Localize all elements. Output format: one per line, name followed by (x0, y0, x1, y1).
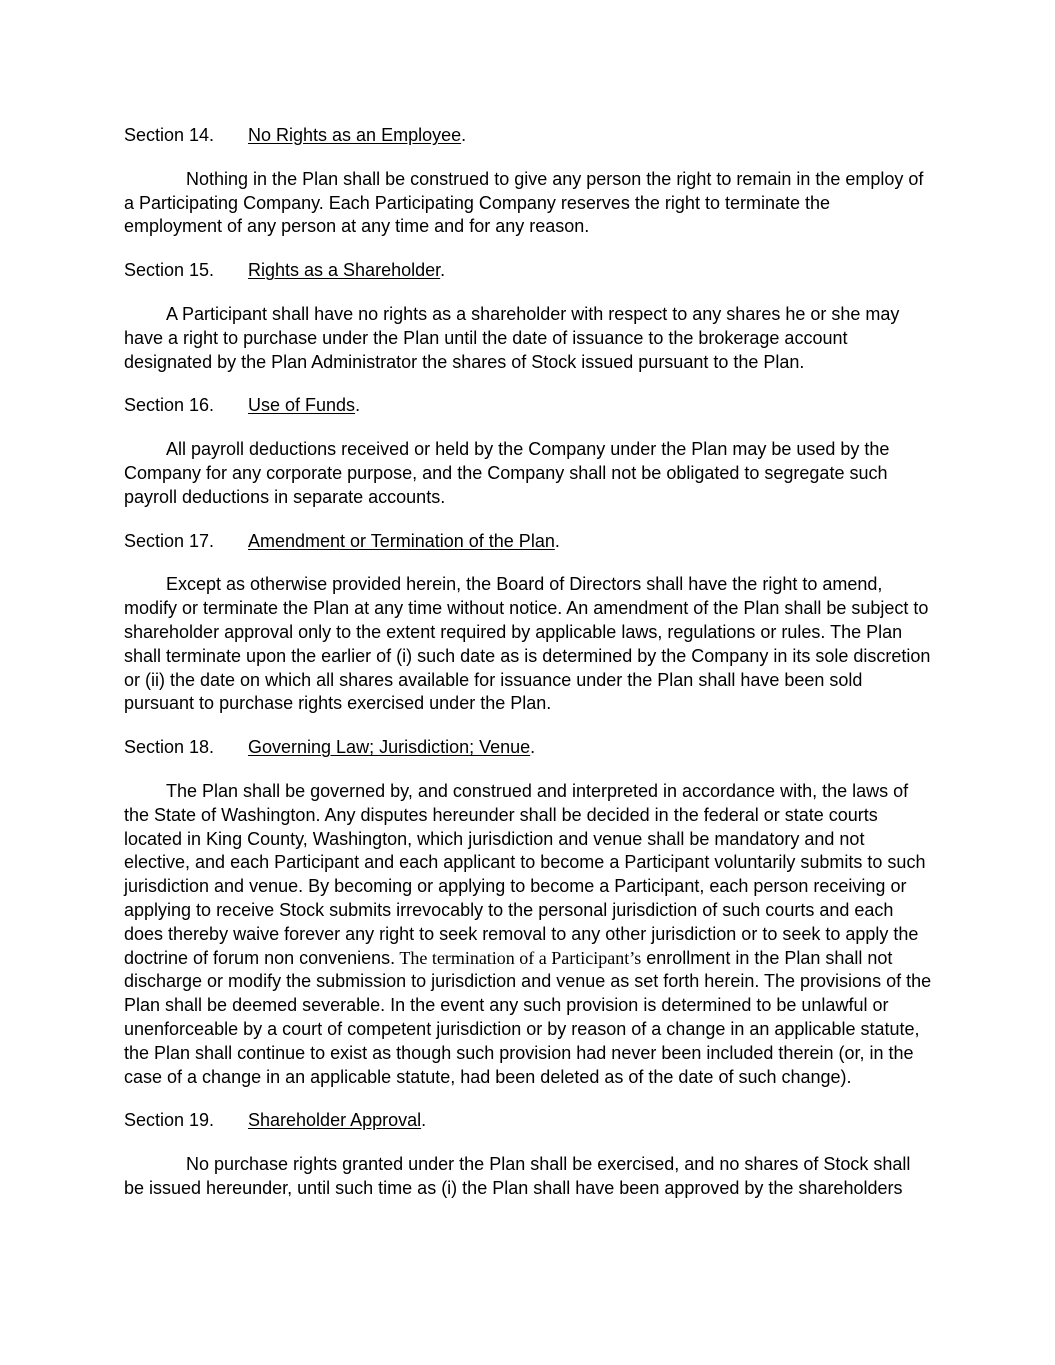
section-16-paragraph: All payroll deductions received or held by the Company under the Plan may be used by the Company for any corporate purpose, and the Company shall not be obligated to segregate such payroll deductions in separate accounts. (124, 439, 890, 507)
section-title: Shareholder Approval (248, 1110, 422, 1131)
section-19-heading (124, 1109, 932, 1133)
section-number: Section 16. (124, 395, 215, 416)
section-19-paragraph: No purchase rights granted under the Plan shall be exercised, and no shares of Stock shall be issued hereunder, until such time as (i) the Plan shall have been approved by the shareholders (124, 1154, 911, 1198)
section-number: Section 18. (124, 737, 215, 758)
section-title: Use of Funds (248, 395, 356, 416)
section-title: Rights as a Shareholder (248, 260, 441, 281)
section-17-heading (124, 530, 932, 554)
section-title-punct: . (554, 530, 560, 551)
section-title: No Rights as an Employee (248, 125, 462, 145)
section-15-heading (124, 259, 932, 283)
document-page (124, 124, 932, 1221)
section-title: Governing Law; Jurisdiction; Venue (248, 737, 531, 758)
paragraph-text-serif: The termination of a Participant’s (395, 947, 642, 968)
section-number: Section 15. (124, 260, 215, 281)
section-14-paragraph: Nothing in the Plan shall be construed to give any person the right to remain in the employ of a Participating Company. Each Participating Company reserves the right to terminate the employment of any person at any time and for any reason. (124, 168, 924, 237)
section-number: Section 19. (124, 1110, 215, 1131)
section-16-heading (124, 394, 932, 418)
section-number: Section 17. (124, 530, 215, 551)
section-title-punct: . (440, 260, 446, 281)
section-15-paragraph: A Participant shall have no rights as a shareholder with respect to any shares he or she may have a right to purchase under the Plan until the date of issuance to the brokerage account designated by the Plan Administrator the shares of Stock issued pursuant to the Plan. (124, 303, 900, 372)
section-title-punct: . (461, 125, 467, 145)
section-title-punct: . (421, 1110, 427, 1131)
section-14-heading (124, 124, 932, 148)
section-title: Amendment or Termination of the Plan (248, 530, 555, 551)
section-title-punct: . (355, 395, 361, 416)
paragraph-text: enrollment in the Plan shall not discharge or modify the submission to jurisdiction and venue as set forth herein. The provisions of the Plan shall be deemed severable. In the event any such provision is determined to be unlawful or unenforceable by a court of competent jurisdiction or by reason of a change in an applicable statute, the Plan shall continue to exist as though such provision had never been included therein (or, in the case of a change in an applicable statute, had been deleted as of the date of such change). (124, 947, 932, 1087)
section-17-paragraph: Except as otherwise provided herein, the Board of Directors shall have the right to amend, modify or terminate the Plan at any time without notice. An amendment of the Plan shall be subject to shareholder approval only to the extent required by applicable laws, regulations or rules. The Plan shall terminate upon the earlier of (i) such date as is determined by the Company in its sole discretion or (ii) the date on which all shares available for issuance under the Plan shall have been sold pursuant to purchase rights exercised under the Plan. (124, 574, 931, 714)
paragraph-text: The Plan shall be governed by, and construed and interpreted in accordance with, the laws of the State of Washington. Any disputes hereunder shall be decided in the federal or state courts located in King County, Washington, which jurisdiction and venue shall be mandatory and not elective, and each Participant and each applicant to become a Participant voluntarily submits to such jurisdiction and venue. By becoming or applying to become a Participant, each person receiving or applying to receive Stock submits irrevocably to the personal jurisdiction of such courts and each does thereby waive forever any right to seek removal to any other jurisdiction or to seek to apply the doctrine of forum non conveniens. (124, 780, 926, 968)
section-number: Section 14. (124, 125, 215, 145)
section-18-heading (124, 736, 932, 760)
section-title-punct: . (530, 737, 536, 758)
section-18-paragraph (124, 780, 932, 1089)
